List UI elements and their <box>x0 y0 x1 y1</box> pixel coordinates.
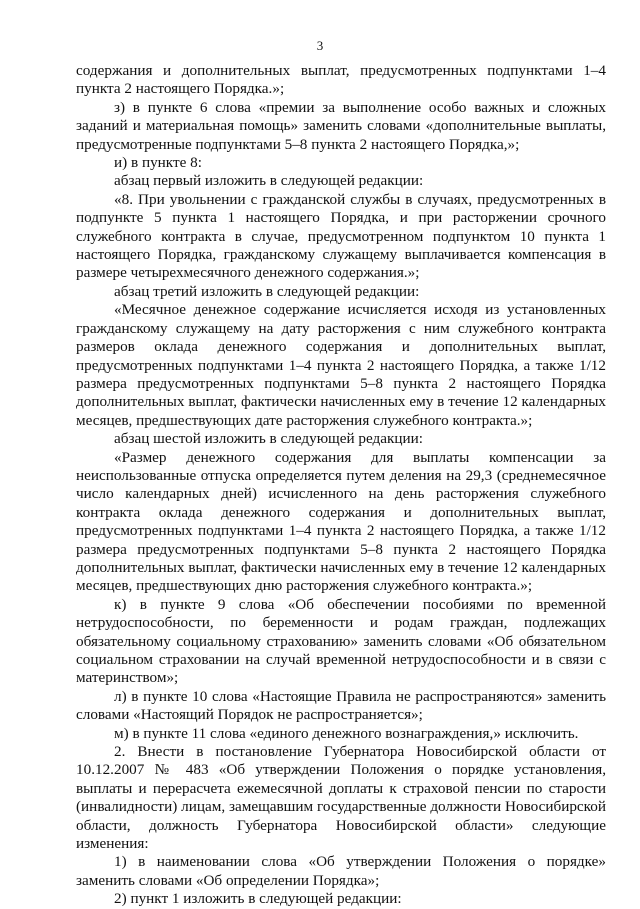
paragraph: к) в пункте 9 слова «Об обеспечении пособиями по временной нетрудоспособности, по беременности и родам граждан, подлежащих обязательному социальному страхованию» заменить словами «Об обязательном социальном страховании на случай временной нетрудоспособности и в связи с материнством»; <box>76 595 606 687</box>
paragraph: абзац третий изложить в следующей редакции: <box>114 282 420 300</box>
paragraph: «Месячное денежное содержание исчисляется исходя из установленных гражданскому служащему на дату расторжения с ним служебного контракта размеров оклада денежного содержания и дополнительных выплат, предусмотренных подпунктами 1–4 пункта 2 настоящего Порядка, а также 1/12 размера предусмотренных подпунктами 5–8 пункта 2 настоящего Порядка дополнительных выплат, фактически начисленных ему в течение 12 календарных месяцев, предшествующих дате расторжения служебного контракта.»; <box>76 301 606 429</box>
paragraph: и) в пункте 8: <box>114 154 202 172</box>
paragraph: з) в пункте 6 слова «премии за выполнение особо важных и сложных заданий и материальная помощь» заменить словами «дополнительные выплаты, предусмотренные подпунктами 5–8 пункта 2 настоящего Порядка,»; <box>76 98 606 153</box>
paragraph: м) в пункте 11 слова «единого денежного вознаграждения,» исключить. <box>114 724 579 742</box>
page-number: 3 <box>316 38 324 53</box>
paragraph: л) в пункте 10 слова «Настоящие Правила не распространяются» заменить словами «Настоящий Порядок не распространяется»; <box>76 687 606 724</box>
paragraph: «Размер денежного содержания для выплаты компенсации за неиспользованные отпуска определяется путем деления на 29,3 (среднемесячное число календарных дней) исчисленного на день расторжения служебного контракта оклада денежного содержания и дополнительных выплат, предусмотренных подпунктами 1–4 пункта 2 настоящего Порядка, а также 1/12 размера предусмотренных подпунктами 5–8 пункта 2 настоящего Порядка дополнительных выплат, фактически начисленных ему в течение 12 календарных месяцев, предшествующих дню расторжения служебного контракта.»; <box>76 448 606 595</box>
paragraph: 2. Внести в постановление Губернатора Новосибирской области от 10.12.2007 № 483 «Об утверждении Положения о порядке установления, выплаты и перерасчета ежемесячной доплаты к страховой пенсии по старости (инвалидности) лицам, замещавшим государственные должности Новосибирской области, должность Губернатора Новосибирской области» следующие изменения: <box>76 743 606 853</box>
paragraph: абзац шестой изложить в следующей редакции: <box>114 430 423 448</box>
paragraph: содержания и дополнительных выплат, предусмотренных подпунктами 1–4 пункта 2 настоящего Порядка.»; <box>76 62 606 98</box>
paragraph: абзац первый изложить в следующей редакции: <box>114 172 424 190</box>
paragraph: 1) в наименовании слова «Об утверждении Положения о порядке» заменить словами «Об определении Порядка»; <box>76 853 606 889</box>
paragraph: «8. При увольнении с гражданской службы в случаях, предусмотренных в подпункте 5 пункта 1 настоящего Порядка, и при расторжении срочного служебного контракта в случае, предусмотренном подпунктом 10 пункта 1 настоящего Порядка, гражданскому служащему выплачивается компенсация в размере четырехмесячного денежного содержания.»; <box>76 190 606 282</box>
document-body <box>76 62 606 909</box>
paragraph: 2) пункт 1 изложить в следующей редакции: <box>114 890 402 908</box>
